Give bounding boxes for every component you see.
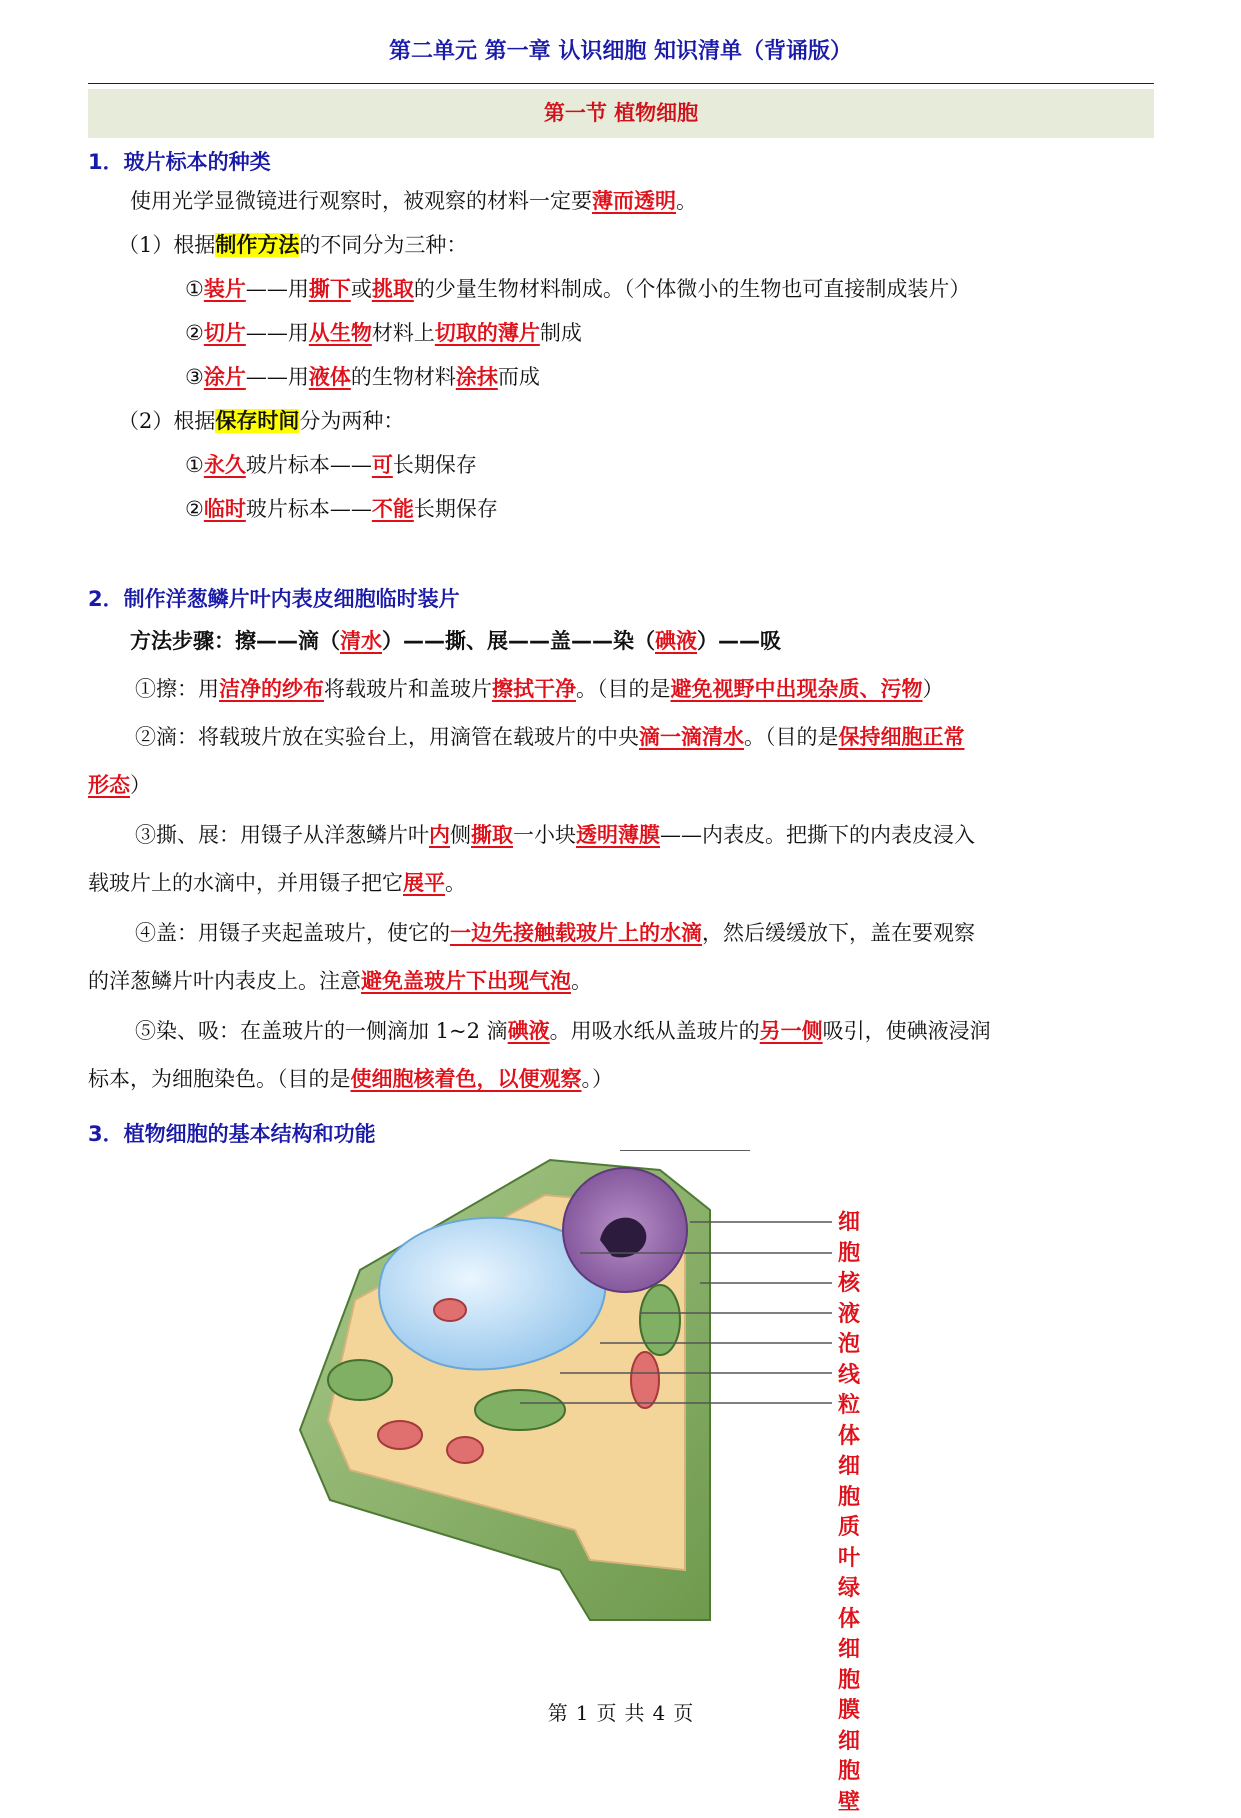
answer: 涂抹 xyxy=(456,364,498,389)
text: ，然后缓缓放下，盖在要观察 xyxy=(702,921,975,945)
text: ） xyxy=(130,773,151,797)
text: 而成 xyxy=(498,365,540,389)
answer: 切取的薄片 xyxy=(435,320,540,345)
answer: 可 xyxy=(372,452,393,477)
text: ⑤染、吸：在盖玻片的一侧滴加 1~2 滴 xyxy=(135,1019,508,1043)
answer: 从生物 xyxy=(309,320,372,345)
answer: 液体 xyxy=(309,364,351,389)
answer: 碘液 xyxy=(655,629,697,653)
text: 。（目的是 xyxy=(744,725,839,749)
text: ——用 xyxy=(246,321,309,345)
text: （2）根据 xyxy=(118,409,215,433)
section-title: 第一节 植物细胞 xyxy=(88,89,1154,138)
text: 制成 xyxy=(540,321,582,345)
item-number: ① xyxy=(185,277,204,301)
label-cell-wall: 细胞壁 xyxy=(838,1727,860,1818)
text: 的生物材料 xyxy=(351,365,456,389)
step-cover-continued xyxy=(88,966,592,996)
answer: 切片 xyxy=(204,320,246,345)
answer: 擦拭干净 xyxy=(492,676,576,701)
text: 玻片标本—— xyxy=(246,497,372,521)
text: 。用吸水纸从盖玻片的 xyxy=(550,1019,760,1043)
heading-slide-types: 1．玻片标本的种类 xyxy=(88,146,271,176)
answer: 洁净的纱布 xyxy=(219,676,324,701)
text: 载玻片上的水滴中，并用镊子把它 xyxy=(88,871,403,895)
heading-cell-structure: 3．植物细胞的基本结构和功能 xyxy=(88,1118,376,1148)
text: 长期保存 xyxy=(393,453,477,477)
label-mitochondria: 线粒体 xyxy=(838,1361,860,1453)
text: 的不同分为三种： xyxy=(299,233,467,257)
text: 。 xyxy=(676,189,697,213)
item-number: ③ xyxy=(185,365,204,389)
mitochondrion-shape xyxy=(434,1299,466,1321)
text: ②滴：将载玻片放在实验台上，用滴管在载玻片的中央 xyxy=(135,725,639,749)
text: 方法步骤：擦——滴（ xyxy=(130,629,340,653)
step-wipe xyxy=(135,674,944,704)
text: ）——撕、展——盖——染（ xyxy=(382,629,655,653)
mitochondrion-shape xyxy=(631,1352,659,1408)
text: 长期保存 xyxy=(414,497,498,521)
paragraph-method xyxy=(118,230,467,260)
text: 将载玻片和盖玻片 xyxy=(324,677,492,701)
text: 分为两种： xyxy=(299,409,404,433)
chloroplast-shape xyxy=(328,1360,392,1400)
text: 一小块 xyxy=(513,823,576,847)
text: 材料上 xyxy=(372,321,435,345)
answer: 清水 xyxy=(340,629,382,653)
text: 玻片标本—— xyxy=(246,453,372,477)
answer: 涂片 xyxy=(204,364,246,389)
text: 。（目的是 xyxy=(576,677,671,701)
list-item xyxy=(185,274,970,304)
answer: 装片 xyxy=(204,276,246,301)
step-drop xyxy=(135,722,965,752)
answer: 避免盖玻片下出现气泡 xyxy=(361,968,571,993)
answer: 不能 xyxy=(372,496,414,521)
total-pages: 4 xyxy=(653,1701,666,1725)
text: ——内表皮。把撕下的内表皮浸入 xyxy=(660,823,975,847)
step-drop-continued xyxy=(88,770,151,800)
step-stain xyxy=(135,1016,991,1046)
answer: 薄而透明 xyxy=(592,188,676,213)
label-cell-membrane: 细胞膜 xyxy=(838,1635,860,1727)
answer: 避免视野中出现杂质、污物 xyxy=(671,676,923,701)
heading-temporary-mount: 2．制作洋葱鳞片叶内表皮细胞临时装片 xyxy=(88,583,460,613)
highlight-keyword: 制作方法 xyxy=(215,233,299,257)
chloroplast-shape xyxy=(640,1285,680,1355)
list-item xyxy=(185,318,582,348)
label-cytoplasm: 细胞质 xyxy=(838,1452,860,1544)
text: 页 xyxy=(673,1701,693,1725)
answer: 撕取 xyxy=(471,822,513,847)
paragraph-intro xyxy=(130,186,697,216)
highlight-keyword: 保存时间 xyxy=(215,409,299,433)
text: （1）根据 xyxy=(118,233,215,257)
answer: 使细胞核着色，以便观察 xyxy=(351,1066,582,1091)
answer: 展平 xyxy=(403,870,445,895)
item-number: ② xyxy=(185,321,204,345)
text: 。 xyxy=(571,969,592,993)
paragraph-storage xyxy=(118,406,404,436)
text: 侧 xyxy=(450,823,471,847)
text: 页 xyxy=(597,1701,617,1725)
document-title: 第二单元 第一章 认识细胞 知识清单（背诵版） xyxy=(0,34,1241,65)
text: 的洋葱鳞片叶内表皮上。注意 xyxy=(88,969,361,993)
mitochondrion-shape xyxy=(378,1421,422,1449)
answer: 保持细胞正常 xyxy=(839,724,965,749)
answer: 另一侧 xyxy=(760,1018,823,1043)
text: ①擦：用 xyxy=(135,677,219,701)
list-item xyxy=(185,494,498,524)
text: ） xyxy=(923,677,944,701)
step-cover xyxy=(135,918,975,948)
answer: 永久 xyxy=(204,452,246,477)
label-vacuole: 液泡 xyxy=(838,1300,860,1361)
text: ——用 xyxy=(246,365,309,389)
text: ③撕、展：用镊子从洋葱鳞片叶 xyxy=(135,823,429,847)
text: ④盖：用镊子夹起盖玻片，使它的 xyxy=(135,921,450,945)
mitochondrion-shape xyxy=(447,1437,483,1463)
text: 标本，为细胞染色。（目的是 xyxy=(88,1067,351,1091)
text: ）——吸 xyxy=(697,629,781,653)
steps-summary xyxy=(130,626,781,656)
text: 或 xyxy=(351,277,372,301)
text: 使用光学显微镜进行观察时，被观察的材料一定要 xyxy=(130,189,592,213)
list-item xyxy=(185,362,540,392)
list-item xyxy=(185,450,477,480)
text: 。 xyxy=(445,871,466,895)
answer: 撕下 xyxy=(309,276,351,301)
answer: 内 xyxy=(429,822,450,847)
item-number: ② xyxy=(185,497,204,521)
text: 共 xyxy=(625,1701,645,1725)
item-number: ① xyxy=(185,453,204,477)
chloroplast-shape xyxy=(475,1390,565,1430)
label-chloroplast: 叶绿体 xyxy=(838,1544,860,1636)
step-stain-continued xyxy=(88,1064,613,1094)
plant-cell-diagram xyxy=(290,1150,970,1670)
text: ——用 xyxy=(246,277,309,301)
step-tear-continued xyxy=(88,868,466,898)
answer: 临时 xyxy=(204,496,246,521)
page-number: 1 xyxy=(576,1701,589,1725)
answer: 碘液 xyxy=(508,1018,550,1043)
text: 的少量生物材料制成。（个体微小的生物也可直接制成装片） xyxy=(414,277,971,301)
label-nucleus: 细胞核 xyxy=(838,1208,860,1300)
text: 。） xyxy=(582,1067,614,1091)
answer: 挑取 xyxy=(372,276,414,301)
answer: 形态 xyxy=(88,772,130,797)
answer: 滴一滴清水 xyxy=(639,724,744,749)
page-footer xyxy=(0,1697,1241,1726)
title-divider xyxy=(88,83,1154,84)
text: 吸引，使碘液浸润 xyxy=(823,1019,991,1043)
answer: 一边先接触载玻片上的水滴 xyxy=(450,920,702,945)
text: 第 xyxy=(548,1701,568,1725)
step-tear xyxy=(135,820,975,850)
answer: 透明薄膜 xyxy=(576,822,660,847)
